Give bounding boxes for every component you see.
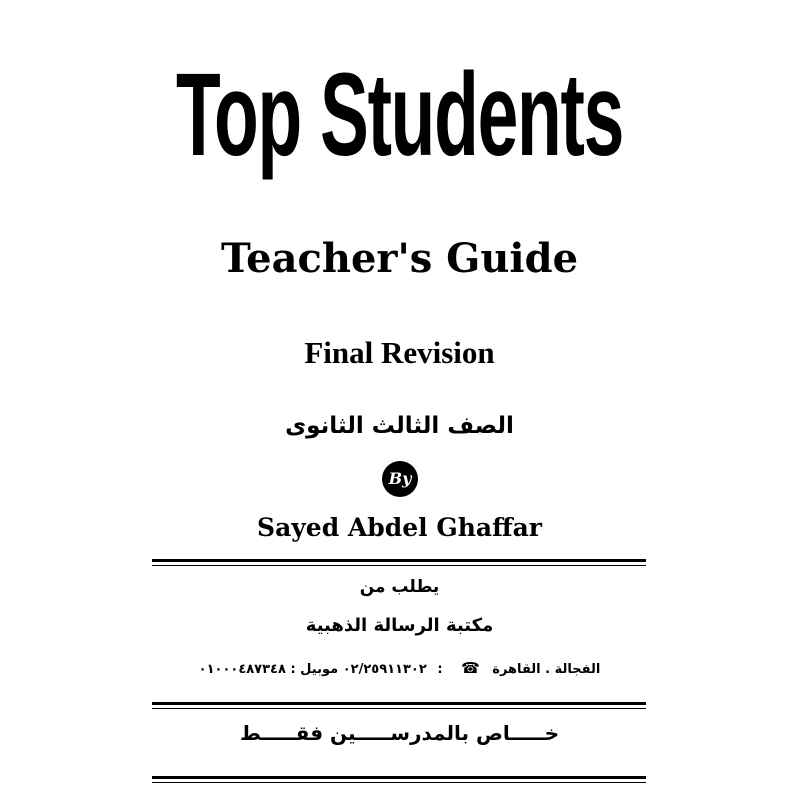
teachers-only-notice: خـــــاص بالمدرســـــين فقـــــط bbox=[239, 721, 560, 745]
mobile-label: موبيل : bbox=[290, 662, 339, 677]
grade-label: الصف الثالث الثانوى bbox=[285, 413, 514, 439]
colon-separator: : bbox=[437, 662, 443, 677]
address: الفجالة . القاهرة bbox=[492, 662, 601, 677]
contact-line bbox=[0, 657, 799, 681]
divider-bottom bbox=[152, 776, 646, 779]
phone-icon: ☎ bbox=[461, 659, 480, 677]
divider-top-thin bbox=[152, 565, 646, 566]
publisher-name: مكتبة الرسالة الذهبية bbox=[305, 615, 494, 636]
by-badge: By bbox=[382, 461, 418, 497]
divider-bottom-thin bbox=[152, 782, 646, 783]
order-from-label: يطلب من bbox=[359, 577, 440, 597]
mobile-number: ٠١٠٠٠٤٨٧٣٤٨ bbox=[198, 662, 286, 677]
brand-title-text: Top Students bbox=[175, 49, 624, 181]
subtitle: Final Revision bbox=[304, 335, 495, 370]
phone-number: ٠٢/٢٥٩١١٣٠٢ bbox=[342, 662, 427, 677]
divider-middle-thin bbox=[152, 708, 646, 709]
guide-title: Teacher's Guide bbox=[220, 235, 579, 282]
divider-middle bbox=[152, 702, 646, 705]
brand-title bbox=[0, 40, 799, 190]
author-name: Sayed Abdel Ghaffar bbox=[257, 513, 542, 542]
divider-top bbox=[152, 559, 646, 562]
